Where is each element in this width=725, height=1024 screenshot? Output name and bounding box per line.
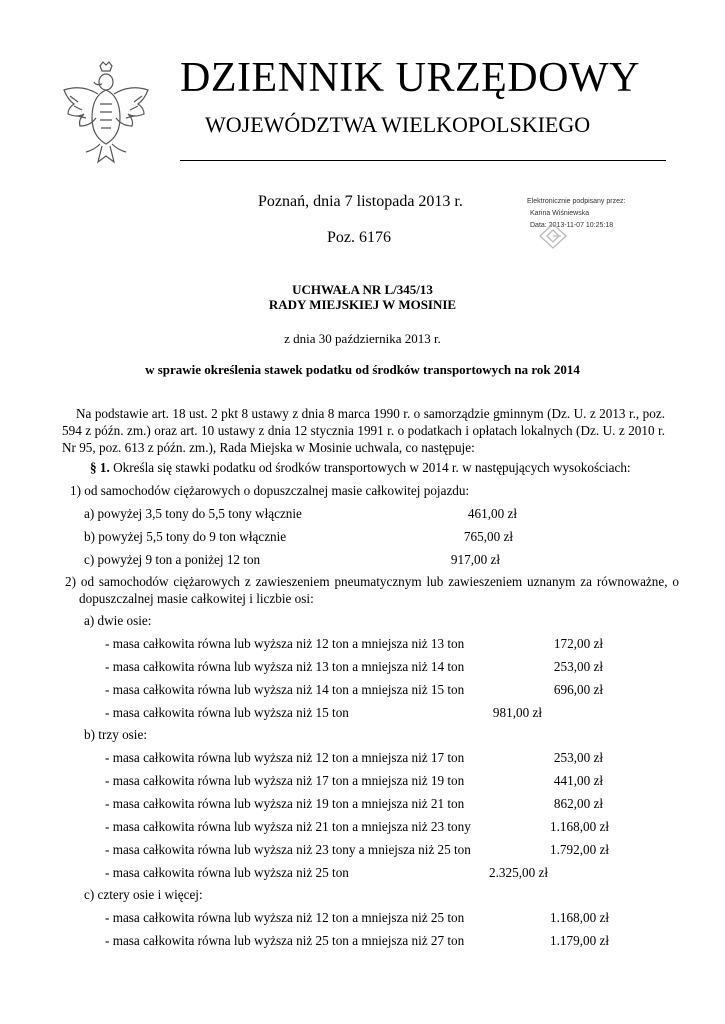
list-item: c) powyżej 9 ton a poniżej 12 ton [84,552,261,567]
amount: 2.325,00 zł [489,865,548,880]
resolution-subject: w sprawie określenia stawek podatku od środków transportowych na rok 2014 [145,362,580,377]
signature-date: Data: 2013-11-07 10:25:18 [530,222,614,229]
resolution-number: UCHWAŁA NR L/345/13 [292,282,433,297]
amount: 1.168,00 zł [550,819,609,834]
amount: 696,00 zł [553,682,603,697]
list-item: - masa całkowita równa lub wyższa niż 25 ton a mniejsza niż 27 ton [105,933,465,948]
journal-subtitle: WOJEWÓDZTWA WIELKOPOLSKIEGO [205,112,591,137]
list-item: - masa całkowita równa lub wyższa niż 21 ton a mniejsza niż 23 tony [105,819,471,834]
list-item: - masa całkowita równa lub wyższa niż 12 ton a mniejsza niż 13 ton [105,636,465,651]
list-item: b) powyżej 5,5 tony do 9 ton włącznie [84,529,287,544]
list-item: - masa całkowita równa lub wyższa niż 12 ton a mniejsza niż 25 ton [105,910,465,925]
journal-title: DZIENNIK URZĘDOWY [180,55,640,101]
amount: 1.179,00 zł [550,933,609,948]
list-item: - masa całkowita równa lub wyższa niż 25 ton [105,865,349,880]
amount: 461,00 zł [467,506,517,521]
paragraph-1 [90,460,631,476]
legal-basis-paragraph: Na podstawie art. 18 ust. 2 pkt 8 ustawy z dnia 8 marca 1990 r. o samorządzie gminnym (Dz. U. z 2013 r., poz. 594 z późn. zm.) oraz art. 10 ustawy z dnia 12 stycznia 1991 r. o podatkach i opłatach lokalnych (Dz. U. z 2010 r. Nr 95, poz. 613 z późn. zm.), Rada Miejska w Mosinie uchwala, co następuje: [62,406,665,455]
list-item: a) powyżej 3,5 tony do 5,5 tony włącznie [84,506,302,521]
resolution-council: RADY MIEJSKIEJ W MOSINIE [268,297,457,312]
amount: 253,00 zł [553,750,603,765]
amount: 441,00 zł [553,773,603,788]
amount: 981,00 zł [492,705,542,720]
group-heading: a) dwie osie: [84,613,152,628]
list-item: - masa całkowita równa lub wyższa niż 23 tony a mniejsza niż 25 ton [105,842,471,857]
signer-name: Karina Wiśniewska [530,210,590,217]
eagle-emblem-icon [60,60,152,170]
paragraph-symbol: § 1. [90,460,110,475]
item-1-heading: 1) od samochodów ciężarowych o dopuszczalnej masie całkowitej pojazdu: [70,483,470,498]
header-divider [180,160,666,161]
amount: 765,00 zł [463,529,513,544]
group-heading: b) trzy osie: [84,727,147,742]
paragraph-text: Określa się stawki podatku od środków transportowych w 2014 r. w następujących wysokościach: [113,460,631,475]
resolution-date: z dnia 30 października 2013 r. [284,331,441,346]
amount: 1.168,00 zł [550,910,609,925]
place-date: Poznań, dnia 7 listopada 2013 r. [258,193,463,210]
list-item: - masa całkowita równa lub wyższa niż 14 ton a mniejsza niż 15 ton [105,682,465,697]
amount: 1.792,00 zł [550,842,609,857]
list-item: - masa całkowita równa lub wyższa niż 12 ton a mniejsza niż 17 ton [105,750,465,765]
list-item: - masa całkowita równa lub wyższa niż 15 ton [105,705,349,720]
position-number: Poz. 6176 [327,229,391,246]
item-2-heading: 2) od samochodów ciężarowych z zawieszeniem pneumatycznym lub zawieszeniem uznanym za równoważne, o dopuszczalnej masie całkowitej i liczbie osi: [65,574,679,606]
signature-seal-icon [538,222,568,250]
amount: 917,00 zł [450,552,500,567]
list-item: - masa całkowita równa lub wyższa niż 13 ton a mniejsza niż 14 ton [105,659,465,674]
list-item: - masa całkowita równa lub wyższa niż 19 ton a mniejsza niż 21 ton [105,796,465,811]
signature-label: Elektronicznie podpisany przez: [527,198,626,205]
group-heading: c) cztery osie i więcej: [84,887,203,902]
amount: 172,00 zł [553,636,603,651]
amount: 862,00 zł [553,796,603,811]
list-item: - masa całkowita równa lub wyższa niż 17 ton a mniejsza niż 19 ton [105,773,465,788]
amount: 253,00 zł [553,659,603,674]
